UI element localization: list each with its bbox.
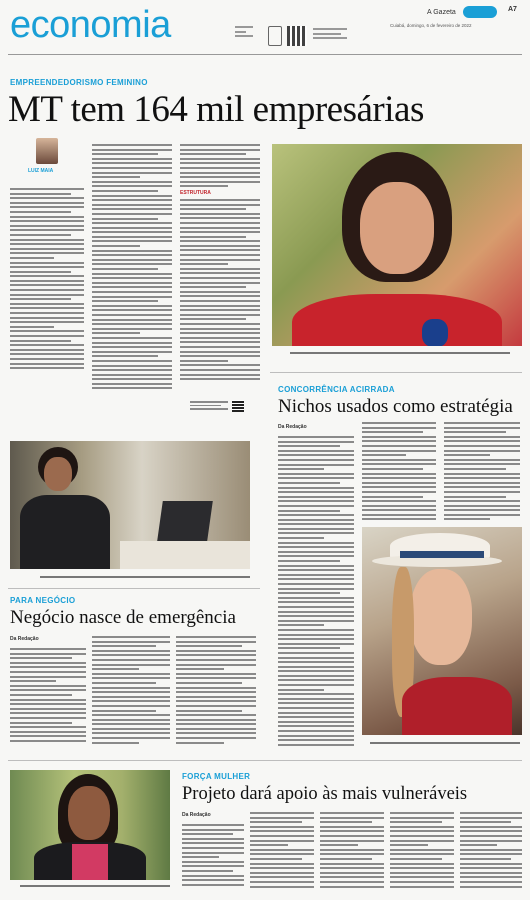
qr-caption — [313, 28, 347, 42]
main-col-1 — [10, 188, 84, 372]
story2-headline: Nichos usados como estratégia — [278, 396, 513, 417]
story4-headline: Projeto dará apoio às mais vulneráveis — [182, 784, 468, 804]
story2-photo — [362, 527, 522, 735]
story3-kicker: PARA NEGÓCIO — [10, 596, 76, 605]
qr-code-small — [232, 400, 244, 412]
story4-photo-caption — [20, 885, 170, 889]
main-subhead: ESTRUTURA — [180, 189, 211, 196]
story4-col-3 — [320, 812, 384, 890]
author-photo — [36, 138, 58, 164]
main-col-3 — [180, 144, 260, 383]
business-photo-caption — [40, 576, 250, 580]
story2-byline: Da Redação — [278, 424, 307, 430]
main-col-2 — [92, 144, 172, 392]
story4-kicker: FORÇA MULHER — [182, 772, 251, 781]
main-photo — [272, 144, 522, 346]
story4-col-4 — [390, 812, 454, 890]
qr-code-icon — [287, 26, 307, 46]
main-kicker: EMPREENDEDORISMO FEMININO — [10, 78, 148, 87]
story4-col-5 — [460, 812, 522, 890]
story4-byline: Da Redação — [182, 812, 211, 818]
main-photo-caption — [290, 352, 510, 356]
qr-note — [190, 401, 228, 412]
business-photo — [10, 441, 250, 569]
section-header — [0, 0, 530, 58]
story2-col-1 — [278, 436, 354, 748]
header-rule — [8, 54, 522, 55]
story2-col-2 — [362, 422, 436, 523]
issue-date: Cuiabá, domingo, 6 de fevereiro de 2022 — [390, 23, 472, 28]
author-name: LUIZ MAIA — [28, 168, 54, 174]
page-number: A7 — [508, 6, 517, 13]
story3-col-1 — [10, 648, 86, 744]
story3-col-2 — [92, 636, 170, 746]
brand-logo: A Gazeta — [427, 6, 499, 22]
story3-headline: Negócio nasce de emergência — [10, 607, 236, 628]
story2-photo-caption — [370, 742, 520, 746]
story4-col-1 — [182, 824, 244, 888]
divider-2 — [8, 588, 260, 589]
main-headline: MT tem 164 mil empresárias — [8, 89, 424, 130]
phone-icon — [268, 26, 282, 46]
story4-photo — [10, 770, 170, 880]
brand-mark-icon — [463, 6, 497, 18]
story4-col-2 — [250, 812, 314, 890]
story2-kicker: CONCORRÊNCIA ACIRRADA — [278, 385, 395, 394]
divider-3 — [8, 760, 522, 761]
header-info-box — [235, 26, 253, 40]
story2-col-3 — [444, 422, 520, 523]
divider-1 — [270, 372, 522, 373]
story3-byline: Da Redação — [10, 636, 39, 642]
section-title: economia — [10, 4, 171, 46]
story3-col-3 — [176, 636, 256, 746]
